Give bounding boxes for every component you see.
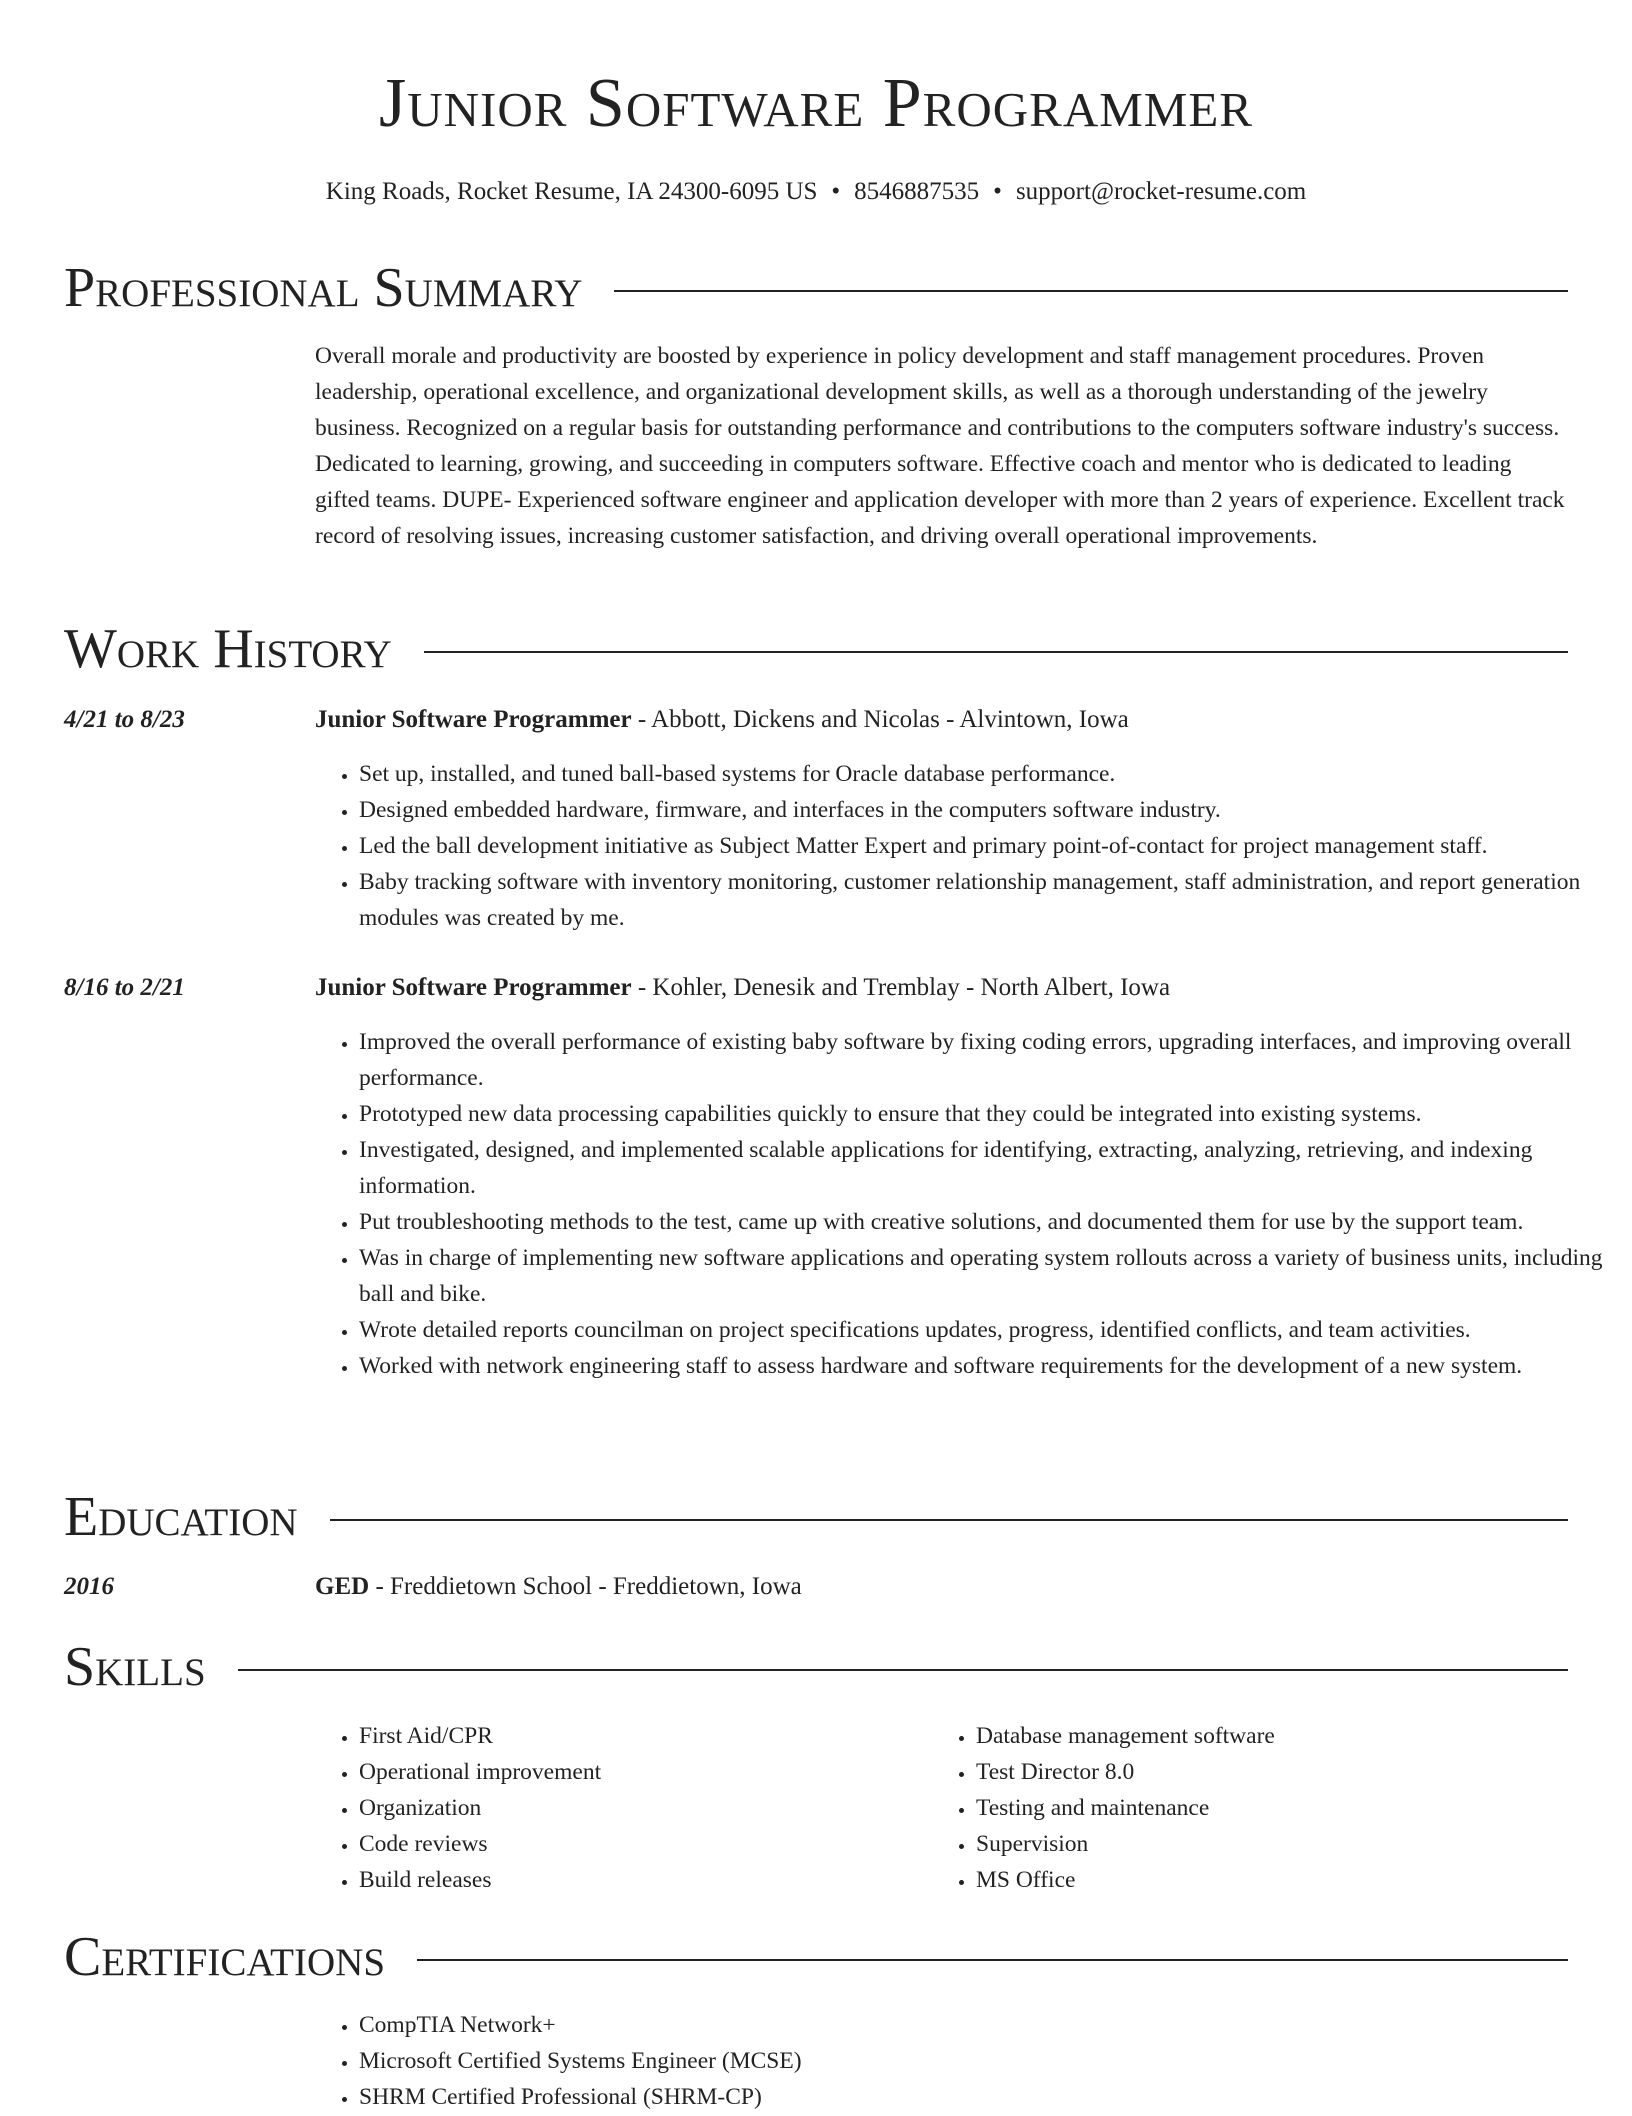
section-divider xyxy=(614,290,1568,292)
section-header-summary xyxy=(64,255,1568,321)
section-divider xyxy=(330,1519,1568,1521)
job-dates: 4/21 to 8/23 xyxy=(64,706,185,733)
contact-email: support@rocket-resume.com xyxy=(1015,178,1307,205)
section-title: Work History xyxy=(64,618,392,680)
certification-item: • SHRM Certified Professional (SHRM-CP) xyxy=(359,2079,1614,2115)
job-bullet: • Set up, installed, and tuned ball-based systems for Oracle database performance. xyxy=(359,756,1614,792)
skill-item: • Test Director 8.0 xyxy=(976,1754,1596,1790)
contact-line xyxy=(0,175,1632,209)
job-bullet: • Improved the overall performance of existing baby software by fixing coding errors, upgrading interfaces, and improving overall performance. xyxy=(359,1024,1614,1096)
job-bullet: • Worked with network engineering staff to assess hardware and software requirements for the development of a new system. xyxy=(359,1348,1614,1384)
skill-item: • Supervision xyxy=(976,1826,1596,1862)
job-bullet: • Was in charge of implementing new software applications and operating system rollouts across a variety of business units, including ball and bike. xyxy=(359,1240,1614,1312)
skill-item: • Testing and maintenance xyxy=(976,1790,1596,1826)
section-header-skills xyxy=(64,1634,1568,1700)
skill-item: • Operational improvement xyxy=(359,1754,959,1790)
section-header-education xyxy=(64,1484,1568,1550)
job-heading xyxy=(315,702,1570,738)
education-school: - Freddietown School - Freddietown, Iowa xyxy=(369,1573,802,1600)
job-title: Junior Software Programmer xyxy=(315,974,632,1001)
job-bullet: • Baby tracking software with inventory monitoring, customer relationship management, staff administration, and report generation modules was created by me. xyxy=(359,864,1614,936)
job-bullet: • Put troubleshooting methods to the test, came up with creative solutions, and documented them for use by the support team. xyxy=(359,1204,1614,1240)
contact-phone: 8546887535 xyxy=(854,178,980,205)
job-bullet: • Investigated, designed, and implemented scalable applications for identifying, extracting, analyzing, retrieving, and indexing information. xyxy=(359,1132,1614,1204)
section-divider xyxy=(424,651,1568,653)
certifications-list xyxy=(315,2007,1614,2115)
candidate-name: Junior Software Programmer xyxy=(379,65,1253,142)
skills-list-right xyxy=(932,1718,1596,1898)
job-heading xyxy=(315,970,1570,1006)
skill-item: • Organization xyxy=(359,1790,959,1826)
job-title: Junior Software Programmer xyxy=(315,706,632,733)
job-bullets xyxy=(315,1024,1614,1384)
education-year: 2016 xyxy=(64,1573,114,1600)
skill-item: • Database management software xyxy=(976,1718,1596,1754)
section-title: Professional Summary xyxy=(64,257,583,319)
job-bullet: • Wrote detailed reports councilman on project specifications updates, progress, identified conflicts, and team activities. xyxy=(359,1312,1614,1348)
contact-separator: • xyxy=(993,178,1002,205)
section-title: Skills xyxy=(64,1636,206,1698)
job-bullet: • Prototyped new data processing capabilities quickly to ensure that they could be integrated into existing systems. xyxy=(359,1096,1614,1132)
education-heading xyxy=(315,1569,1570,1605)
summary-text: Overall morale and productivity are boosted by experience in policy development and staff management procedures. Proven leadership, operational excellence, and organizational development skills, as well as a thorough understanding of the jewelry business. Recognized on a regular basis for outstanding performance and contributions to the computers software industry's success. Dedicated to learning, growing, and succeeding in computers software. Effective coach and mentor who is dedicated to leading gifted teams. DUPE- Experienced software engineer and application developer with more than 2 years of experience. Excellent track record of resolving issues, increasing customer satisfaction, and driving overall operational improvements. xyxy=(315,343,1565,549)
job-dates: 8/16 to 2/21 xyxy=(64,974,185,1001)
section-title: Certifications xyxy=(64,1926,386,1988)
section-header-certifications xyxy=(64,1924,1568,1990)
certification-item: • Microsoft Certified Systems Engineer (MCSE) xyxy=(359,2043,1614,2079)
contact-separator: • xyxy=(831,178,841,205)
certification-item: • CompTIA Network+ xyxy=(359,2007,1614,2043)
section-divider xyxy=(417,1959,1568,1961)
education-degree: GED xyxy=(315,1573,370,1600)
skill-item: • First Aid/CPR xyxy=(359,1718,959,1754)
skills-list-left xyxy=(315,1718,959,1898)
section-divider xyxy=(238,1669,1568,1671)
job-bullet: • Designed embedded hardware, firmware, and interfaces in the computers software industry. xyxy=(359,792,1614,828)
skill-item: • Code reviews xyxy=(359,1826,959,1862)
contact-address: King Roads, Rocket Resume, IA 24300-6095 US xyxy=(325,178,818,205)
job-bullet: • Led the ball development initiative as Subject Matter Expert and primary point-of-contact for project management staff. xyxy=(359,828,1614,864)
job-company: - Abbott, Dickens and Nicolas - Alvintown, Iowa xyxy=(631,706,1129,733)
section-title: Education xyxy=(64,1486,298,1548)
job-company: - Kohler, Denesik and Tremblay - North Albert, Iowa xyxy=(631,974,1171,1001)
skill-item: • MS Office xyxy=(976,1862,1596,1898)
job-bullets xyxy=(315,756,1614,936)
section-header-work-history xyxy=(64,616,1568,682)
skill-item: • Build releases xyxy=(359,1862,959,1898)
